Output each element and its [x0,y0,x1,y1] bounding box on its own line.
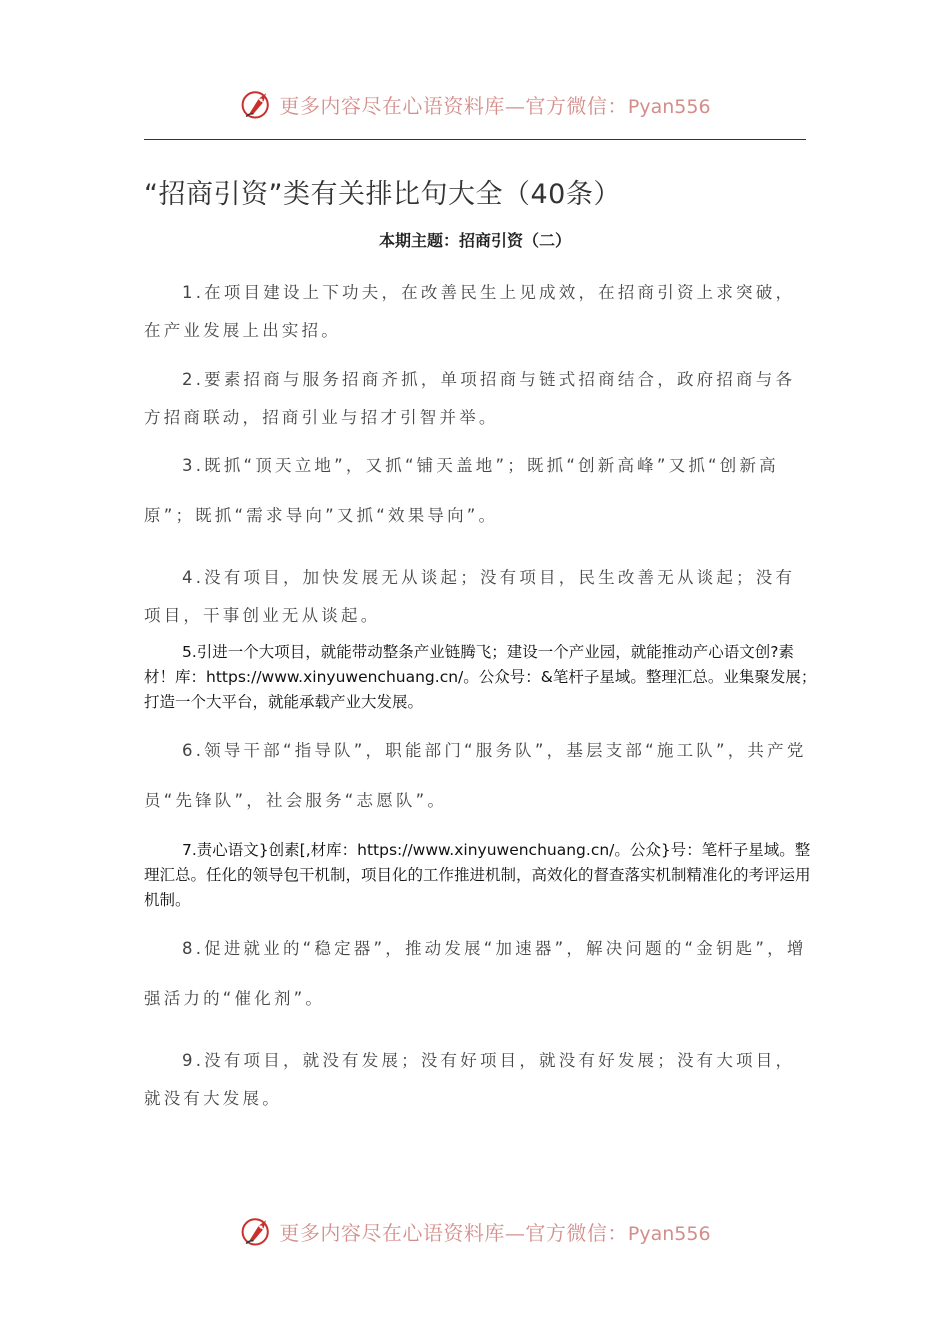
pen-nib-logo-icon [239,86,275,122]
paragraph-4: 4.没有项目，加快发展无从谈起；没有项目，民生改善无从谈起；没有项目，干事创业无从谈起。 [144,568,796,625]
paragraph-9: 9.没有项目，就没有发展；没有好项目，就没有好发展；没有大项目，就没有大发展。 [144,1051,796,1108]
page-title: “招商引资”类有关排比句大全（40条） [144,179,621,210]
paragraph-6: 6.领导干部“指导队”，职能部门“服务队”，基层支部“施工队”，共产党员“先锋队”，社会服务“志愿队”。 [144,741,807,810]
banner-text: 更多内容尽在心语资料库—官方微信：Pyan556 [279,93,711,118]
paragraph-1: 1.在项目建设上下功夫，在改善民生上见成效，在招商引资上求突破，在产业发展上出实招。 [144,283,796,340]
paragraph-7: 7.责心语文}创素[,材库：https://www.xinyuwenchuang.cn/。公众}号：笔杆子星域。整理汇总。任化的领导包干机制，项目化的工作推进机制，高效化的督查落实机制精准化的考评运用机制。 [144,841,811,909]
pen-nib-logo-icon [239,1213,275,1249]
wechat-id: Pyan556 [627,1222,711,1245]
paragraph-5: 5.引进一个大项目，就能带动整条产业链腾飞；建设一个产业园，就能推动产心语文创?素材！库：https://www.xinyuwenchuang.cn/。公众号：&笔杆子星域。整理汇总。业集聚发展；打造一个大平台，就能承载产业大发展。 [144,643,817,711]
footer-banner [0,1211,950,1251]
header-banner [0,84,950,124]
header-divider [144,139,806,140]
paragraph-3: 3.既抓“顶天立地”，又抓“铺天盖地”；既抓“创新高峰”又抓“创新高原”；既抓“需求导向”又抓“效果导向”。 [144,456,779,525]
page-subtitle: 本期主题：招商引资（二） [378,231,571,250]
banner-text: 更多内容尽在心语资料库—官方微信：Pyan556 [279,1220,711,1245]
paragraph-8: 8.促进就业的“稳定器”，推动发展“加速器”，解决问题的“金钥匙”，增强活力的“催化剂”。 [144,939,807,1008]
paragraph-2: 2.要素招商与服务招商齐抓，单项招商与链式招商结合，政府招商与各方招商联动，招商引业与招才引智并举。 [144,370,796,427]
wechat-id: Pyan556 [627,95,711,118]
